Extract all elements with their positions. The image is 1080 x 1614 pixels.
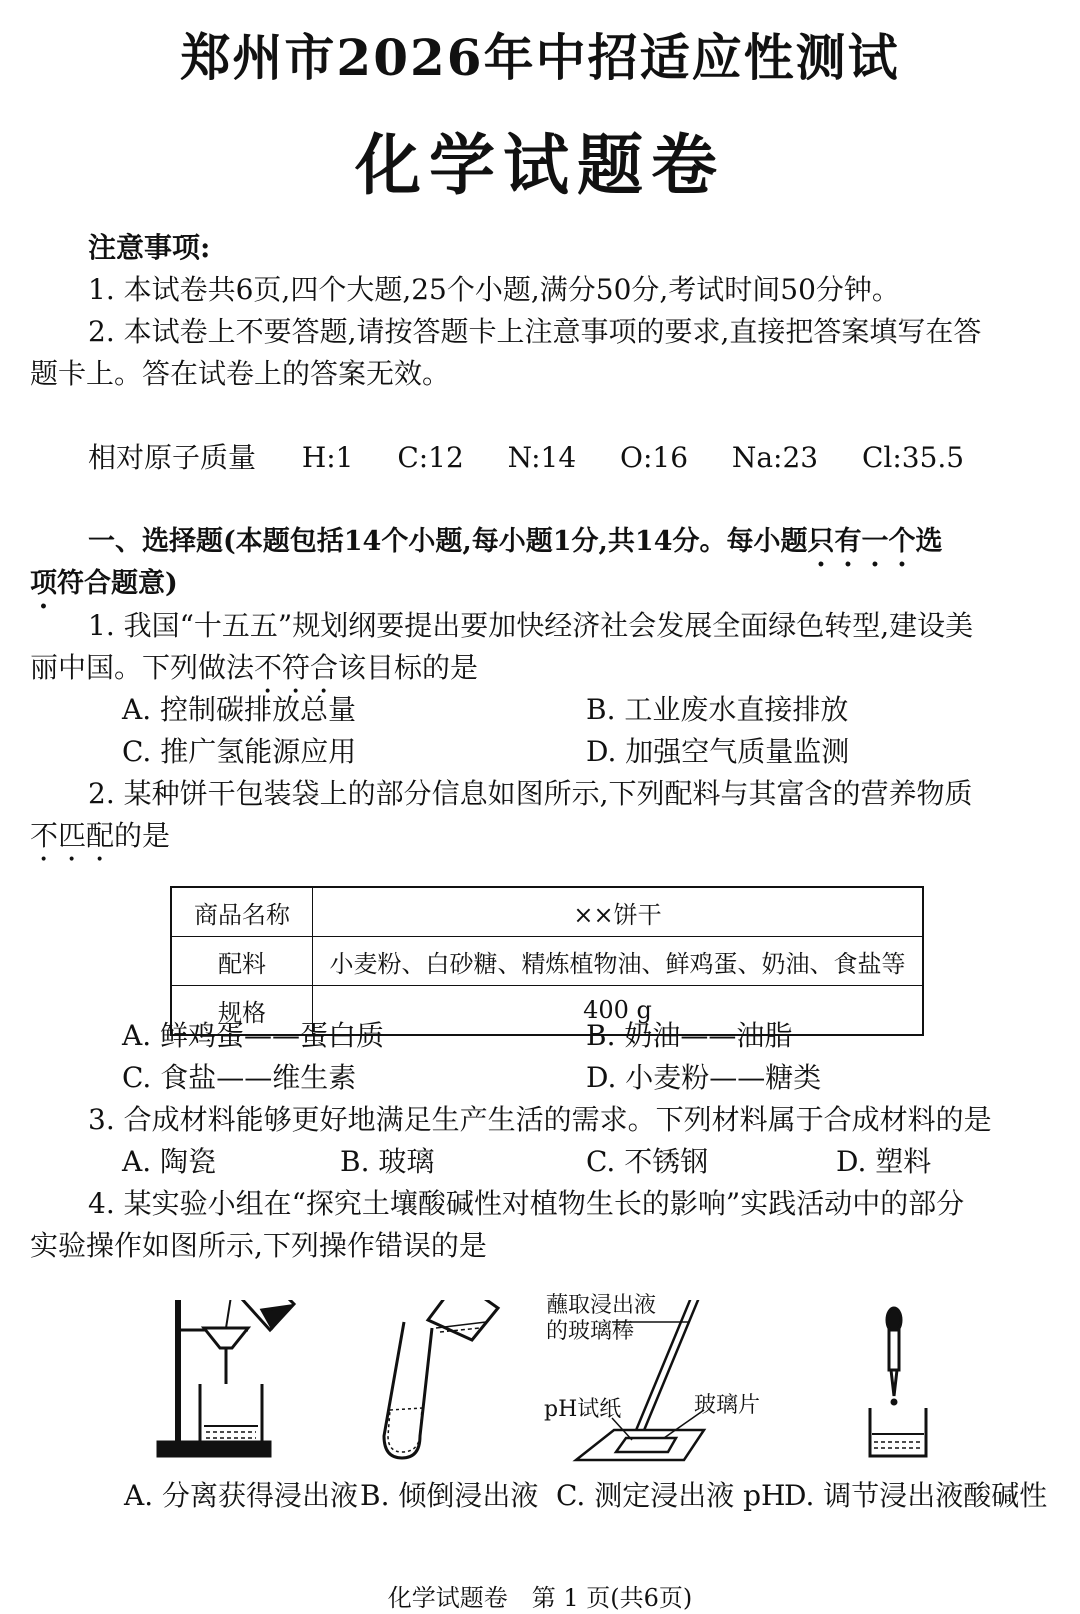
ph-paper-label: pH试纸 (544, 1397, 622, 1422)
q1-stem-post: 该目标的是 (338, 651, 479, 684)
notice-item-2-cont: 题卡上。答在试卷上的答案无效。 (30, 357, 451, 390)
atomic-mass-n: N:14 (507, 441, 577, 474)
rod-label-line1: 蘸取浸出液 (546, 1293, 657, 1318)
exam-title: 郑州市2026年中招适应性测试 (180, 28, 900, 87)
section1-heading-cont-text: 符合题意) (57, 568, 178, 599)
section1-heading-text: 一、选择题(本题包括14个小题,每小题1分,共14分。每小题 (88, 526, 808, 557)
q4-stem-cont: 实验操作如图所示,下列操作错误的是 (30, 1229, 487, 1262)
section1-heading (88, 522, 943, 573)
atomic-mass-c: C:12 (397, 441, 464, 474)
table-row (171, 937, 923, 986)
atomic-mass-cl: Cl:35.5 (861, 441, 965, 474)
product-info-table (170, 886, 924, 1036)
table-key: 商品名称 (171, 887, 313, 937)
q2-emphasis: 不匹配 (30, 819, 115, 852)
table-value: 400 g (313, 986, 924, 1036)
q1-option-c: C. 推广氢能源应用 (122, 735, 357, 768)
table-value: ××饼干 (313, 887, 924, 937)
table-value: 小麦粉、白砂糖、精炼植物油、鲜鸡蛋、奶油、食盐等 (313, 937, 924, 986)
q3-option-d: D. 塑料 (836, 1145, 932, 1178)
q2-stem: 2. 某种饼干包装袋上的部分信息如图所示,下列配料与其富含的营养物质 (88, 777, 973, 810)
atomic-mass-label: 相对原子质量 (88, 441, 257, 474)
q1-option-d: D. 加强空气质量监测 (586, 735, 850, 768)
q2-option-d: D. 小麦粉——糖类 (586, 1061, 822, 1094)
figure-caption-a: A. 分离获得浸出液 (124, 1479, 359, 1512)
table-key: 配料 (171, 937, 313, 986)
q2-option-a: A. 鲜鸡蛋——蛋白质 (122, 1019, 385, 1052)
dropper-beaker-illustration (870, 1308, 926, 1456)
notice-heading: 注意事项: (88, 231, 211, 264)
q2-stem-cont (30, 816, 170, 868)
q2-stem-post: 的是 (114, 819, 171, 852)
q3-option-a: A. 陶瓷 (122, 1145, 217, 1178)
q1-stem-pre: 丽中国。下列做法 (30, 651, 255, 684)
figure-caption-d: D. 调节浸出液酸碱性 (784, 1479, 1048, 1512)
notice-item-1: 1. 本试卷共6页,四个大题,25个小题,满分50分,考试时间50分钟。 (88, 273, 900, 306)
q1-option-a: A. 控制碳排放总量 (122, 693, 357, 726)
glass-slide-label: 玻璃片 (694, 1393, 761, 1418)
notice-item-2: 2. 本试卷上不要答题,请按答题卡上注意事项的要求,直接把答案填写在答 (88, 315, 982, 348)
q3-option-c: C. 不锈钢 (586, 1145, 709, 1178)
section1-heading-end: 选 (915, 526, 943, 557)
atomic-mass-na: Na:23 (731, 441, 819, 474)
figure-caption-b: B. 倾倒浸出液 (360, 1479, 539, 1512)
q3-stem: 3. 合成材料能够更好地满足生产生活的需求。下列材料属于合成材料的是 (88, 1103, 992, 1136)
q2-option-b: B. 奶油——油脂 (586, 1019, 793, 1052)
q1-stem: 1. 我国“十五五”规划纲要提出要加快经济社会发展全面绿色转型,建设美 (88, 609, 974, 642)
figure-caption-c: C. 测定浸出液 pH (556, 1479, 786, 1512)
q1-emphasis: 不符合 (254, 651, 339, 684)
atomic-mass-o: O:16 (620, 441, 689, 474)
section1-emphasis: 只有一个 (807, 526, 916, 557)
filtration-apparatus-illustration (158, 1300, 294, 1456)
exam-subtitle: 化学试题卷 (355, 126, 725, 204)
section1-emphasis-2: 项 (30, 568, 57, 599)
table-row (171, 887, 923, 937)
q3-option-b: B. 玻璃 (340, 1145, 435, 1178)
q2-option-c: C. 食盐——维生素 (122, 1061, 357, 1094)
atomic-mass-h: H:1 (301, 441, 354, 474)
table-key: 规格 (171, 986, 313, 1036)
test-tube-pouring-illustration (384, 1300, 498, 1458)
q1-option-b: B. 工业废水直接排放 (586, 693, 849, 726)
q4-stem: 4. 某实验小组在“探究土壤酸碱性对植物生长的影响”实践活动中的部分 (88, 1187, 965, 1220)
atomic-mass-line (88, 438, 964, 478)
page-footer: 化学试题卷 第 1 页(共6页) (387, 1584, 693, 1612)
rod-label-line2: 的玻璃棒 (546, 1319, 635, 1344)
